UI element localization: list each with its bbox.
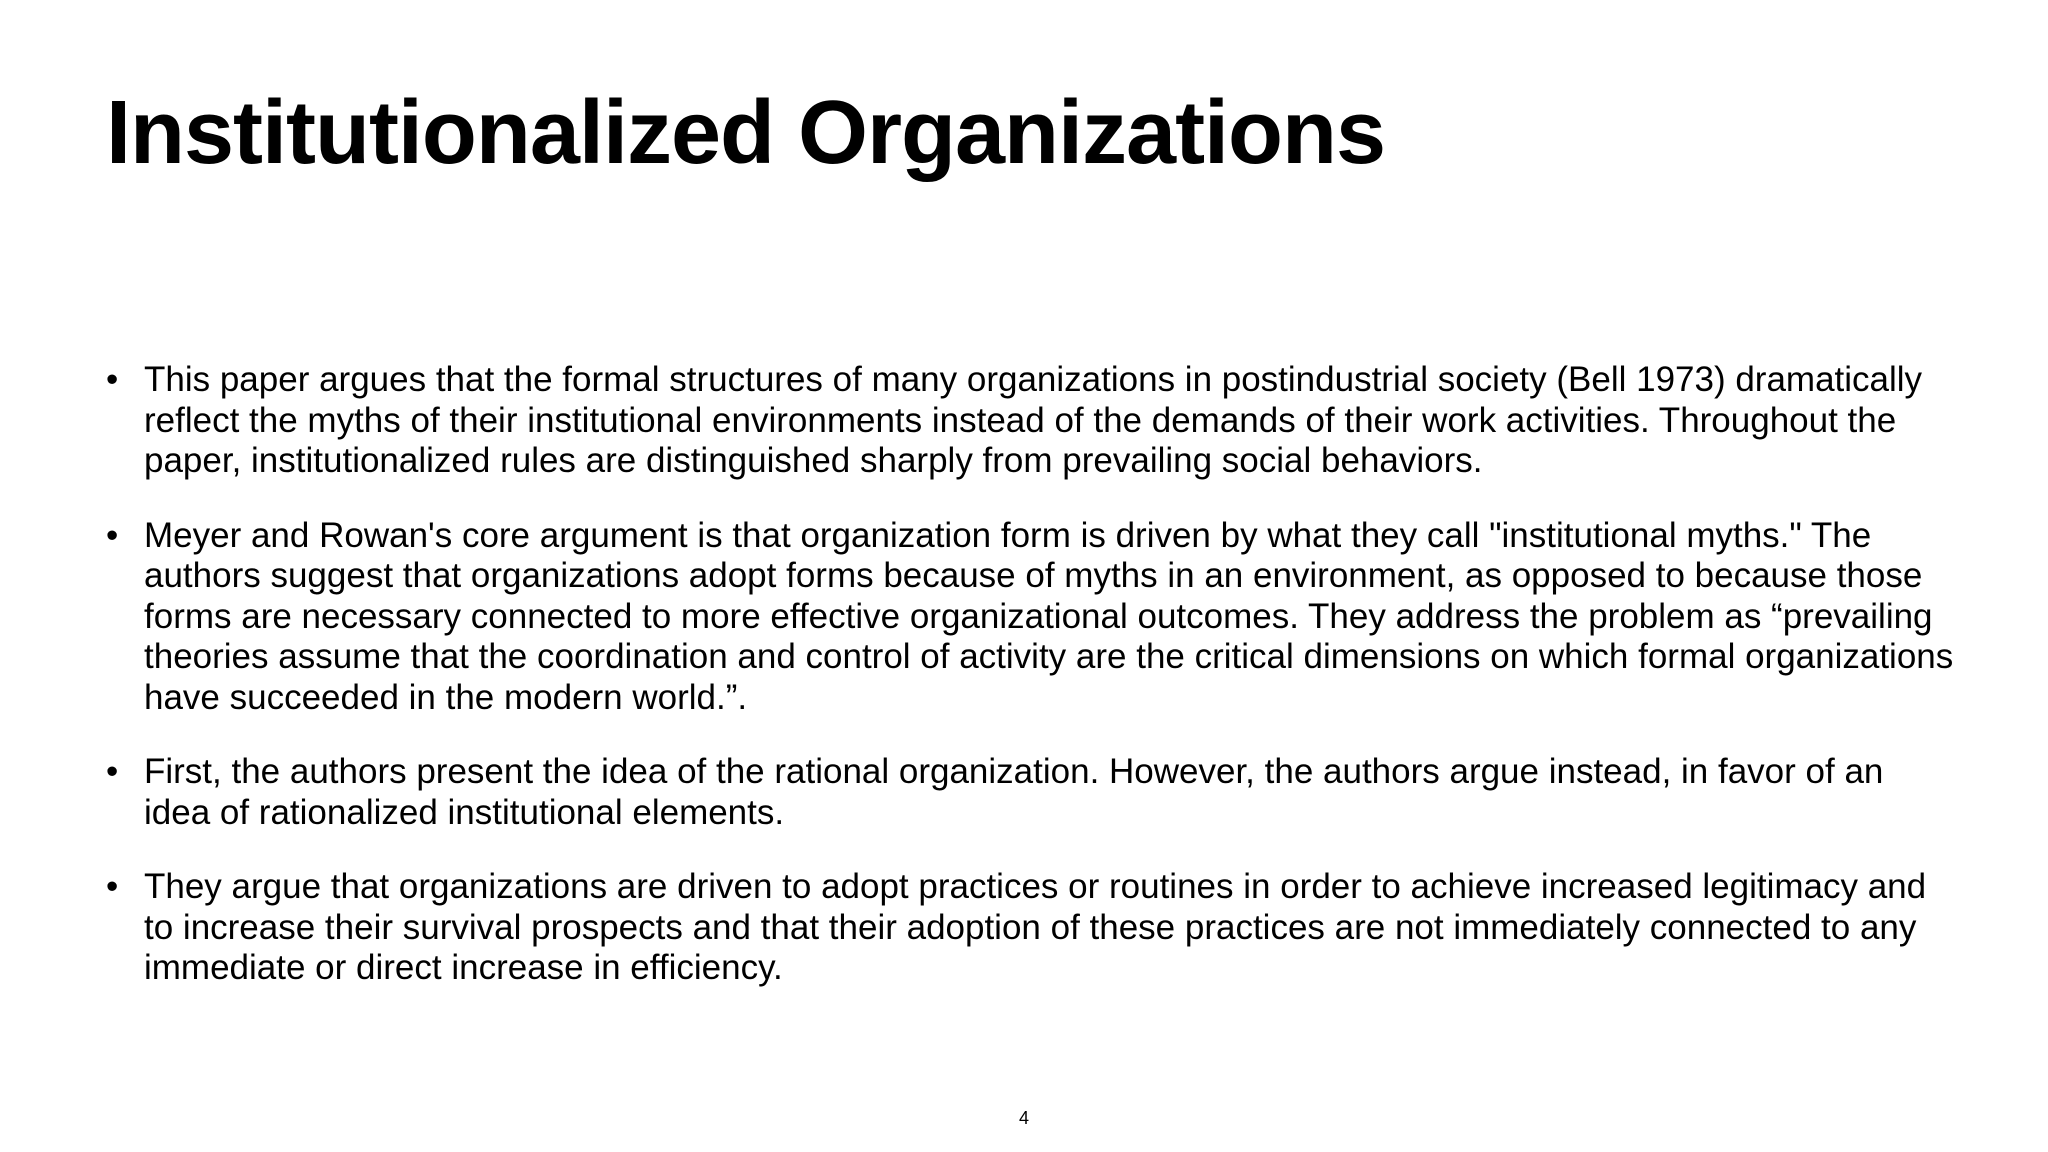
bullet-item: [106, 752, 1956, 833]
bullet-marker: •: [106, 752, 119, 791]
bullet-marker: •: [106, 360, 119, 399]
bullet-marker: •: [106, 515, 119, 555]
bullet-text: Meyer and Rowan's core argument is that organization form is driven by what they call "institutional myths." The authors suggest that organizations adopt forms because of myths in an environment, as opposed to because those forms are necessary connected to more effective organizational outcomes. They address the problem as “prevailing theories assume that the coordination and control of activity are the critical dimensions on which formal organizations have succeeded in the modern world.”.: [144, 515, 1954, 717]
slide-title: Institutionalized Organizations: [106, 83, 1386, 183]
bullet-list: [106, 360, 1956, 1023]
bullet-text: They argue that organizations are driven to adopt practices or routines in order to achieve increased legitimacy and to increase their survival prospects and that their adoption of these practices are not immediately connected to any immediate or direct increase in efficiency.: [144, 867, 1927, 987]
bullet-item: [106, 867, 1956, 989]
bullet-item: [106, 516, 1956, 719]
bullet-item: [106, 360, 1956, 482]
bullet-text: First, the authors present the idea of the rational organization. However, the authors argue instead, in favor of an idea of rationalized institutional elements.: [144, 752, 1884, 832]
bullet-text: This paper argues that the formal structures of many organizations in postindustrial society (Bell 1973) dramatically reflect the myths of their institutional environments instead of the demands of their work activities. Throughout the paper, institutionalized rules are distinguished sharply from prevailing social behaviors.: [144, 360, 1923, 480]
bullet-marker: •: [106, 867, 119, 906]
page-number: 4: [1018, 1108, 1029, 1128]
